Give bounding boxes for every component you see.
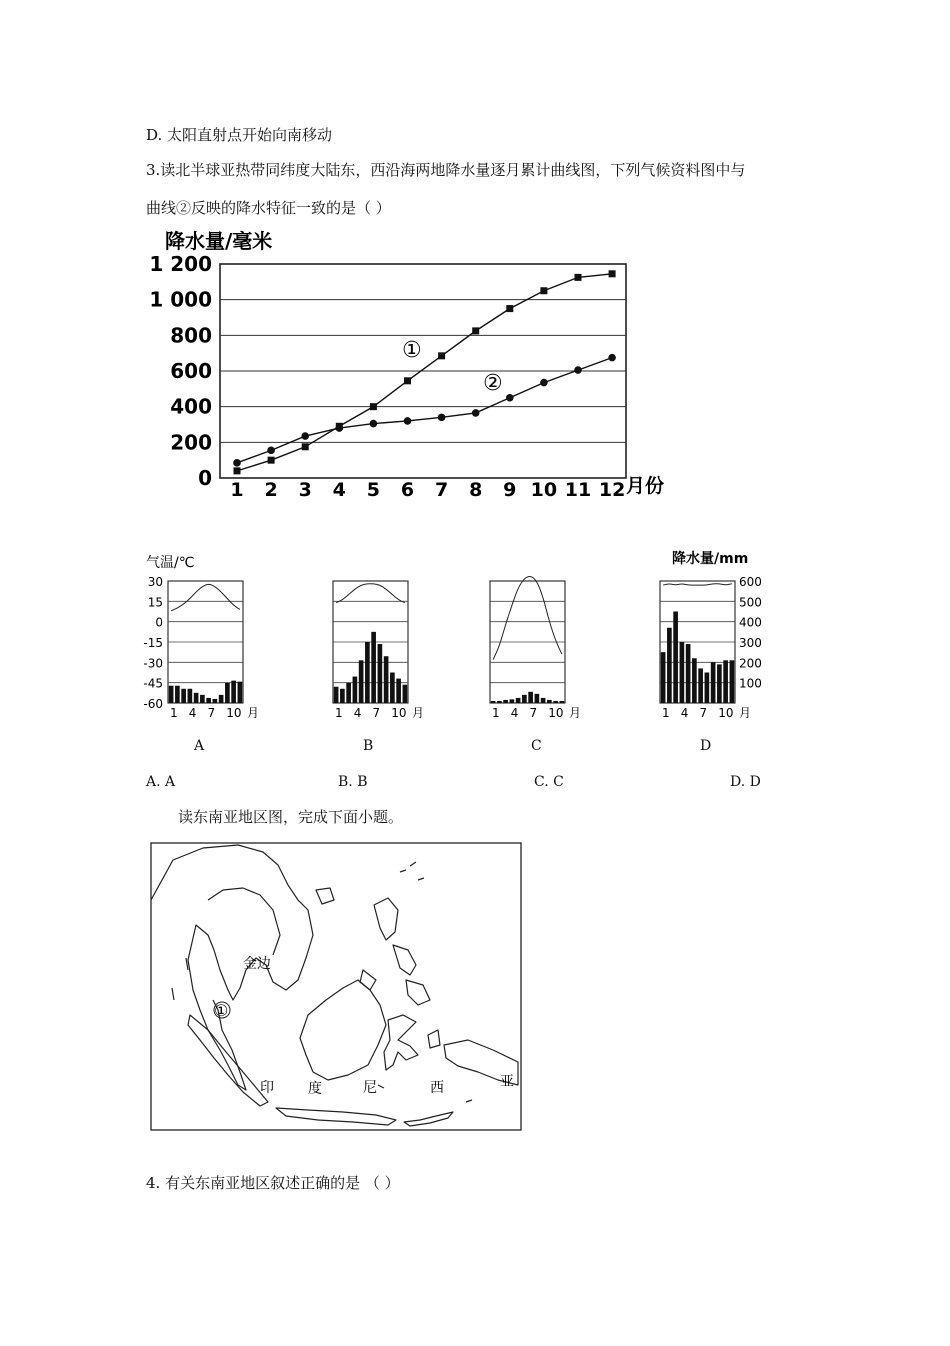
temperature-curve [336, 584, 405, 603]
precip-bar [711, 662, 716, 703]
x-tick-label: 6 [400, 479, 415, 501]
month-tick-label: 7 [699, 706, 708, 720]
month-tick-label: 10 [718, 706, 734, 720]
data-point-circle [540, 379, 548, 387]
precip-bar [340, 689, 345, 703]
climate-temp-axis-title: 气温/℃ [146, 555, 195, 571]
precip-bar [516, 698, 521, 703]
precip-bar [219, 695, 224, 703]
cumulative-precip-chart [0, 220, 950, 520]
x-tick-label: 1 [230, 479, 244, 501]
option-b[interactable]: B. B [338, 774, 368, 790]
x-tick-label: 7 [434, 479, 449, 501]
southeast-asia-map [148, 840, 528, 1136]
y-tick-label: 1 000 [149, 287, 212, 312]
y-tick-label: 1 200 [149, 252, 212, 276]
month-tick-label: 1 [170, 706, 178, 720]
x-tick-label: 5 [366, 479, 381, 501]
precip-bar [359, 660, 364, 703]
month-tick-label: 1 [662, 706, 670, 720]
precip-tick-label: 100 [739, 676, 762, 691]
precip-tick-label: 400 [739, 615, 762, 630]
q3-line1: 3.读北半球亚热带同纬度大陆东，西沿海两地降水量逐月累计曲线图，下列气候资料图中与 [146, 161, 746, 179]
precip-bar [378, 644, 383, 703]
temp-tick-label: -30 [143, 656, 163, 671]
precip-bar [730, 660, 735, 703]
y-tick-label: 400 [170, 394, 212, 419]
map-label-xi: 西 [430, 1080, 444, 1096]
data-point-circle [301, 432, 309, 440]
climate-charts [0, 545, 950, 725]
temp-tick-label: 15 [147, 595, 163, 610]
precip-tick-label: 600 [739, 575, 762, 589]
precip-bar [365, 642, 370, 703]
precip-bar [491, 701, 496, 703]
precip-bar [396, 679, 401, 703]
month-tick-label: 4 [188, 706, 197, 720]
precip-bar [175, 686, 180, 703]
precip-bar [717, 664, 722, 703]
month-unit-label: 月 [247, 706, 260, 720]
precip-bar [667, 628, 672, 703]
precip-bar [353, 677, 358, 703]
precip-bar [698, 668, 703, 703]
x-tick-label: 10 [530, 479, 558, 501]
month-tick-label: 10 [226, 706, 242, 720]
map-frame [151, 843, 521, 1130]
temperature-curve [171, 584, 240, 610]
precip-bar [384, 656, 389, 703]
precip-bar [334, 687, 339, 703]
precip-bar [723, 660, 728, 703]
precip-bar [553, 701, 558, 703]
data-point-square [472, 327, 479, 334]
x-axis-title: 月份 [626, 475, 665, 497]
precip-bar [188, 689, 193, 703]
climate-precip-axis-title: 降水量/mm [672, 551, 749, 567]
precip-bar [510, 699, 515, 703]
data-point-circle [267, 447, 275, 455]
y-tick-label: 800 [170, 323, 212, 348]
climate-label-b: B [363, 738, 374, 754]
data-point-circle [370, 420, 378, 428]
temp-tick-label: 0 [155, 615, 163, 630]
month-tick-label: 4 [510, 706, 519, 720]
climate-label-a: A [194, 738, 205, 754]
precip-bar [238, 682, 243, 703]
series-line-2 [237, 358, 612, 463]
precip-bar [231, 681, 236, 703]
data-point-circle [438, 414, 446, 422]
precip-bar [547, 700, 552, 703]
map-coastlines [151, 845, 518, 1126]
precip-bar [680, 642, 685, 703]
prev-option-d: D. 太阳直射点开始向南移动 [146, 126, 333, 144]
precip-bar [403, 685, 408, 703]
climate-label-d: D [700, 738, 712, 754]
precip-bar [522, 695, 527, 703]
climate-label-c: C [531, 738, 542, 754]
map-label-yin: 印 [260, 1080, 274, 1096]
data-point-circle [404, 417, 412, 425]
month-tick-label: 4 [353, 706, 362, 720]
month-tick-label: 7 [529, 706, 538, 720]
map-label-1: ① [214, 1001, 229, 1020]
precip-tick-label: 200 [739, 656, 762, 671]
map-label-ya: 亚 [500, 1074, 514, 1090]
q3-line2: 曲线②反映的降水特征一致的是（ ） [146, 199, 391, 217]
precip-bar [497, 701, 502, 703]
precip-bar [661, 652, 666, 703]
month-tick-label: 7 [207, 706, 216, 720]
precip-tick-label: 300 [739, 636, 762, 650]
data-point-square [506, 305, 513, 312]
precip-bar [705, 673, 710, 704]
month-unit-label: 月 [412, 706, 425, 720]
precip-tick-label: 500 [739, 595, 762, 610]
data-point-square [268, 457, 275, 464]
precip-bar [169, 686, 174, 703]
data-point-square [575, 274, 582, 281]
x-tick-label: 4 [332, 479, 346, 501]
temp-tick-label: -60 [143, 697, 163, 711]
data-point-square [438, 352, 445, 359]
precip-bar [346, 683, 351, 703]
precip-bar [200, 695, 205, 703]
data-point-square [370, 403, 377, 410]
precip-bar [541, 698, 546, 703]
month-unit-label: 月 [569, 706, 582, 720]
option-c[interactable]: C. C [534, 774, 564, 790]
x-tick-label: 3 [298, 479, 312, 501]
precip-bar [225, 683, 230, 703]
x-tick-label: 9 [503, 479, 517, 501]
x-tick-label: 8 [469, 479, 483, 501]
month-tick-label: 10 [391, 706, 407, 720]
data-point-circle [233, 459, 241, 467]
series-label-1: ① [402, 338, 422, 363]
data-point-square [302, 443, 309, 450]
precip-bar [528, 692, 533, 703]
option-a[interactable]: A. A [146, 774, 176, 790]
precip-bar [560, 701, 565, 703]
q4-text: 4. 有关东南亚地区叙述正确的是 （ ） [146, 1174, 400, 1192]
data-point-circle [506, 394, 514, 402]
temp-tick-label: 30 [147, 575, 163, 589]
map-intro: 读东南亚地区图，完成下面小题。 [178, 808, 404, 826]
precip-bar [390, 673, 395, 704]
precip-bar [686, 644, 691, 703]
data-point-circle [608, 354, 616, 362]
temp-tick-label: -45 [143, 676, 163, 691]
y-tick-label: 200 [170, 430, 212, 455]
map-label-du: 度 [308, 1081, 322, 1097]
month-tick-label: 10 [548, 706, 564, 720]
month-tick-label: 7 [372, 706, 381, 720]
data-point-square [404, 377, 411, 384]
temp-tick-label: -15 [143, 636, 163, 650]
precip-bar [503, 700, 508, 703]
map-label-ni: 尼 [363, 1080, 377, 1096]
data-point-circle [336, 424, 344, 432]
month-tick-label: 1 [492, 706, 500, 720]
precip-bar [371, 632, 376, 703]
y-tick-label: 600 [170, 359, 212, 383]
data-point-circle [574, 366, 582, 374]
data-point-square [609, 270, 616, 277]
x-tick-label: 2 [264, 479, 278, 501]
series-label-2: ② [483, 371, 503, 396]
month-tick-label: 4 [680, 706, 689, 720]
map-label-phnom-penh: 金边 [243, 956, 271, 972]
data-point-square [234, 467, 241, 474]
precip-bar [206, 698, 211, 703]
temperature-curve [663, 584, 732, 585]
precip-bar [213, 699, 218, 703]
precip-bar [181, 689, 186, 703]
precip-bar [535, 694, 540, 703]
option-d[interactable]: D. D [730, 774, 761, 790]
y-axis-title: 降水量/毫米 [165, 229, 273, 253]
precip-bar [194, 693, 199, 703]
y-tick-label: 0 [198, 466, 212, 490]
x-tick-label: 11 [564, 479, 592, 501]
x-tick-label: 12 [598, 479, 626, 501]
precip-bar [673, 612, 678, 704]
month-tick-label: 1 [335, 706, 343, 720]
data-point-square [540, 287, 547, 294]
precip-bar [692, 658, 697, 703]
data-point-circle [472, 409, 480, 417]
month-unit-label: 月 [739, 706, 752, 720]
temperature-curve [493, 576, 562, 659]
